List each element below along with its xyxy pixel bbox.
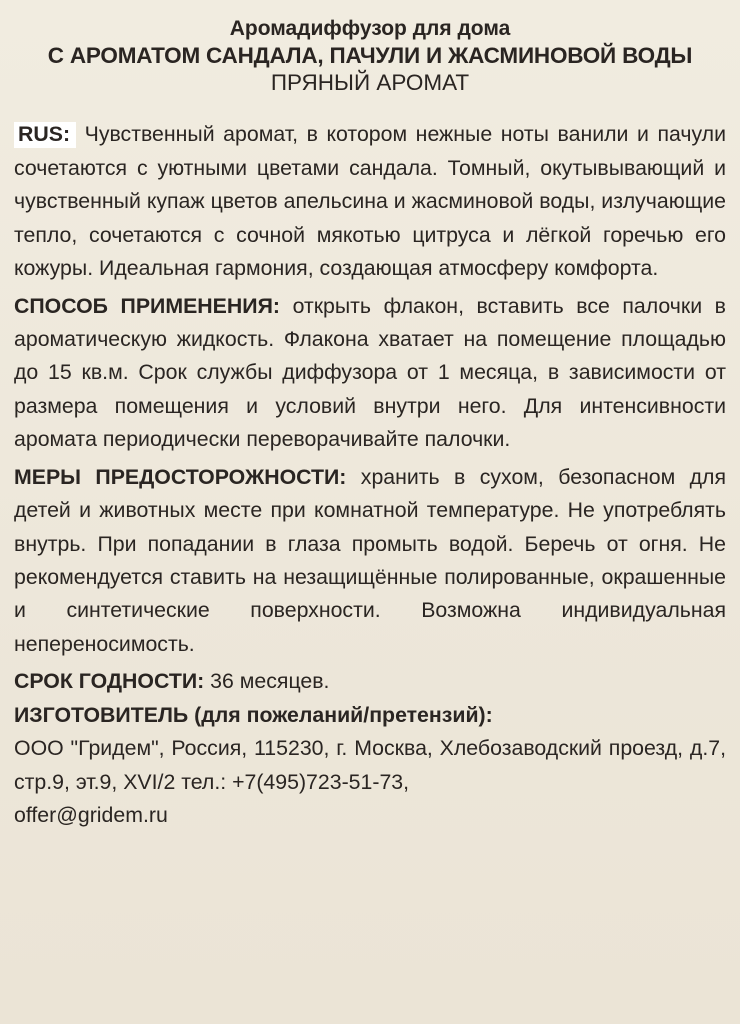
language-tag: RUS: (14, 122, 76, 148)
precautions-paragraph (14, 461, 726, 662)
manufacturer-title-line (14, 699, 726, 732)
label-header (14, 16, 726, 96)
description-text: Чувственный аромат, в котором нежные ноты ванили и пачули сочетаются с уютными цветами сандала. Томный, окутывывающий и чувственный купаж цветов апельсина и жасминовой воды, излучающие тепло, сочетаются с сочной мякотью цитруса и лёгкой горечью его кожуры. Идеальная гармония, создающая атмосферу комфорта. (14, 122, 726, 281)
shelf-life-text: 36 месяцев. (210, 669, 330, 694)
description-paragraph (14, 118, 726, 285)
shelf-life-line (14, 665, 726, 698)
product-name: С АРОМАТОМ САНДАЛА, ПАЧУЛИ И ЖАСМИНОВОЙ ВОДЫ (47, 42, 693, 68)
manufacturer-email: offer@gridem.ru (14, 802, 168, 827)
shelf-life-title: СРОК ГОДНОСТИ: (14, 669, 205, 694)
usage-text: открыть флакон, вставить все палочки в ароматическую жидкость. Флакона хватает на помещение площадью до 15 кв.м. Срок службы диффузора от 1 месяца, в зависимости от размера помещения и условий внутри него. Для интенсивности аромата периодически переворачивайте палочки. (14, 293, 727, 452)
manufacturer-title: ИЗГОТОВИТЕЛЬ (для пожеланий/претензий): (14, 702, 493, 727)
manufacturer-address: ООО "Гридем", Россия, 115230, г. Москва, Хлебозаводский проезд, д.7, стр.9, эт.9, XVI/2 тел.: +7(495)723-51-73, (14, 736, 726, 794)
usage-title: СПОСОБ ПРИМЕНЕНИЯ: (14, 293, 280, 318)
product-type: Аромадиффузор для дома (229, 17, 511, 40)
usage-paragraph (14, 290, 726, 457)
aroma-type: ПРЯНЫЙ АРОМАТ (270, 70, 470, 96)
precautions-text: хранить в сухом, безопасном для детей и животных месте при комнатной температуре. Не употреблять внутрь. При попадании в глаза промыть водой. Беречь от огня. Не рекомендуется ставить на незащищённые полированные, окрашенные и синтетические поверхности. Возможна индивидуальная непереносимость. (14, 464, 726, 656)
precautions-title: МЕРЫ ПРЕДОСТОРОЖНОСТИ: (14, 464, 347, 489)
